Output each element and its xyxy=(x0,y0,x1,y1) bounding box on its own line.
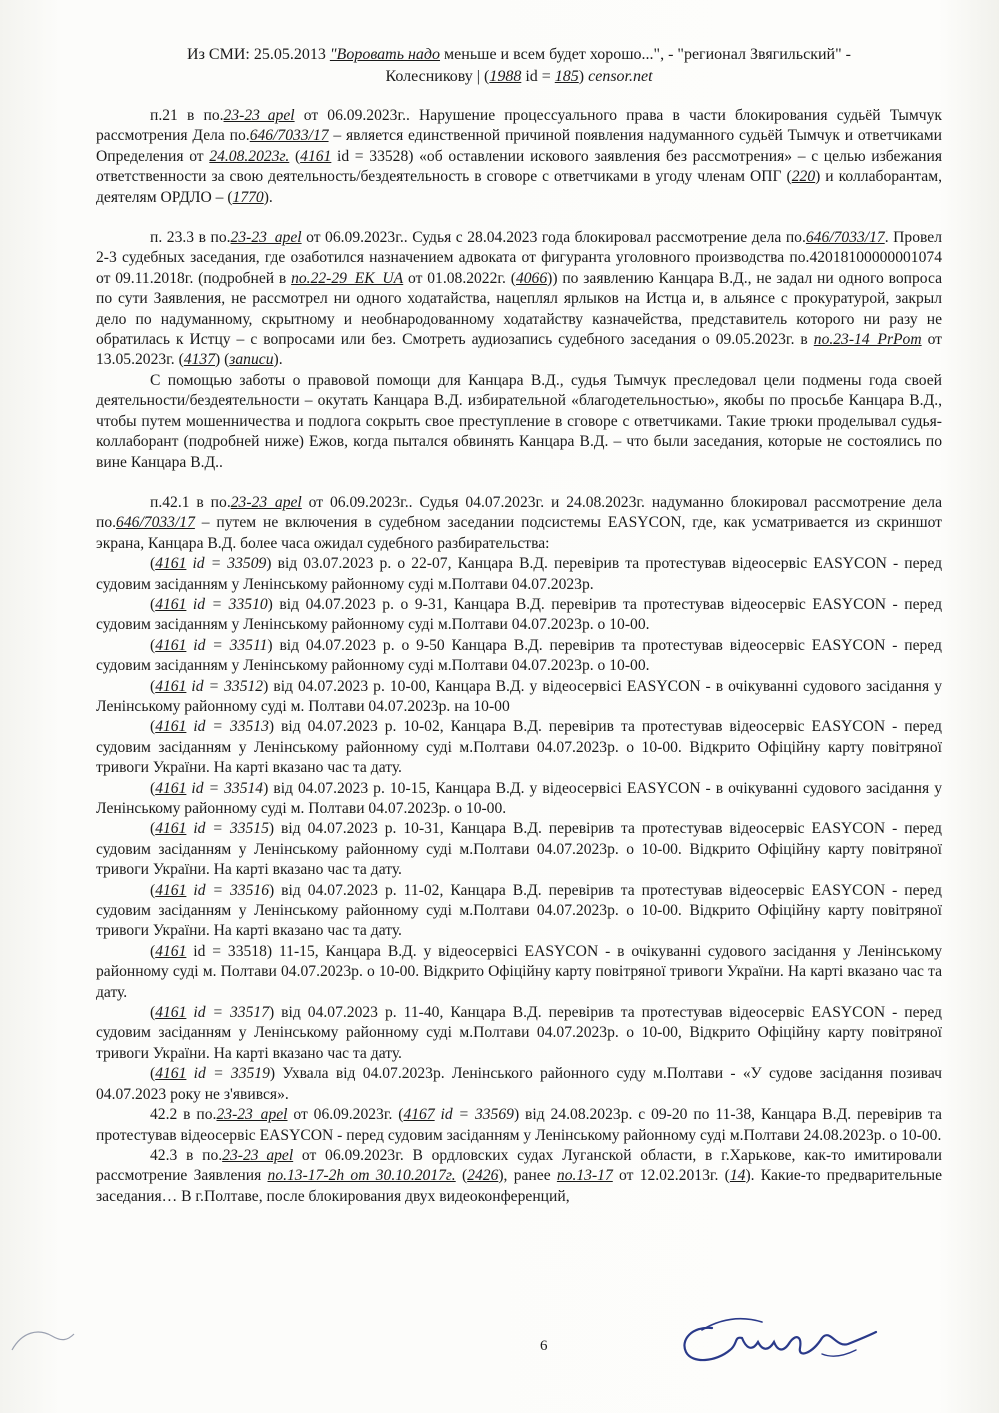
paragraph-text: ( xyxy=(150,881,156,899)
handwritten-signature xyxy=(672,1308,882,1372)
reference-link[interactable]: 4161 xyxy=(155,1065,187,1083)
reference-id: id = 33514 xyxy=(186,779,264,797)
paragraph-text: id = 33518) 11-15, Канцара В.Д. у відеосервісі EASYCON - в очікуванні судового засідання у Ленінському районному суді м. Полтави 04.07.2023р. о 10-00. Відкрито Офіційну карту повітряної тривоги України. На карті вказано час та дату. xyxy=(96,942,942,1001)
paragraph-text: от 06.09.2023г. ( xyxy=(287,1106,404,1124)
paragraph xyxy=(96,677,942,718)
reference-link[interactable]: 24.08.2023г. xyxy=(209,147,290,165)
reference-link[interactable]: 1770 xyxy=(232,188,264,206)
paragraph-text: ( xyxy=(150,1004,156,1022)
reference-link[interactable]: записи xyxy=(229,351,274,369)
reference-id: id = 33519 xyxy=(186,1065,270,1083)
reference-link[interactable]: 4137 xyxy=(183,351,215,369)
paragraph xyxy=(96,493,942,554)
paragraph-text: п.21 в по. xyxy=(150,107,224,124)
paragraph-text: ) від 04.07.2023 р. 10-00, Канцара В.Д. у відеосервісі EASYCON - в очікуванні судового засідання у Ленінському районному суді м. Полтави 04.07.2023р. на 10-00 xyxy=(96,677,942,715)
reference-link[interactable]: 646/7033/17 xyxy=(249,127,329,145)
header-text: ) xyxy=(578,68,589,85)
reference-link[interactable]: 4161 xyxy=(155,942,187,960)
reference-link[interactable]: 23-23_apel xyxy=(222,1146,294,1164)
reference-link[interactable]: 4161 xyxy=(155,881,187,899)
paragraph-text: ). xyxy=(263,188,273,206)
header-text: id = xyxy=(521,68,555,85)
reference-link[interactable]: 646/7033/17 xyxy=(805,229,885,247)
paragraph-text: от 06.09.2023г.. Судья 04.07.2023г. и 24.08.2023г. надуманно блокировал рассмотрение дела по. xyxy=(96,493,943,532)
paragraph xyxy=(96,371,942,473)
reference-link[interactable]: по.13-17-2h от 30.10.2017г. xyxy=(267,1167,456,1185)
paragraph-text: ( xyxy=(150,1065,156,1083)
reference-link[interactable]: по.23-14_PrPom xyxy=(813,331,922,349)
paragraph-text: )) по заявлению Канцара В.Д., не задал ни одного вопроса по сути Заявления, не рассмотрел ни одного ходатайства, нацеплял ярлыков на Истца и, в альянсе с прокуратурой, закрыл дело по надуманному, скрытному и необнародованному ходатайству казначейства, представитель которого ни разу не обратилась к Истцу – с вопросами или без. Смотреть аудиозапись судебного заседания о 09.05.2023г. в xyxy=(96,269,942,349)
paragraph-text: от 06.09.2023г.. Нарушение процессуального права в части блокирования судьёй Тымчук рассмотрения Дела по. xyxy=(96,107,942,145)
reference-link[interactable]: 4161 xyxy=(155,779,187,797)
margin-scribble xyxy=(8,1320,78,1360)
paragraph-text: ( xyxy=(150,820,156,838)
paragraph-text: ) від 04.07.2023 р. о 9-50 Канцара В.Д. перевірив та протестував відеосервіс EASYCON - перед судовим засіданням у Ленінському районному суді м.Полтави 04.07.2023р. о 10-00. xyxy=(96,636,942,675)
paragraph-text: ) від 04.07.2023 р. 10-15, Канцара В.Д. у відеосервісі EASYCON - в очікуванні судового засідання у Ленінському районному суді м. Полтави 04.07.2023р. о 10-00. xyxy=(96,779,942,817)
reference-link[interactable]: 23-23_apel xyxy=(223,107,295,124)
header-text: меньше и всем будет хорошо...", - "регионал Звягильский" - xyxy=(440,46,851,63)
paragraph-text: от 01.08.2022г. ( xyxy=(403,269,516,287)
reference-link[interactable]: 4161 xyxy=(155,718,187,736)
paragraph-text: ( xyxy=(455,1167,468,1185)
reference-link[interactable]: 4161 xyxy=(155,820,187,838)
paragraph-text: ) від 04.07.2023 р. 11-40, Канцара В.Д. перевірив та протестував відеосервіс EASYCON - перед судовим засіданням у Ленінському районному суді м.Полтави 04.07.2023р. о 10-00, Відкрито Офіційну карту повітряної тривоги України. На карті вказано час та дату. xyxy=(96,1004,942,1062)
paragraph-text: ( xyxy=(150,718,156,736)
paragraph-text: ), ранее xyxy=(498,1167,557,1185)
paragraph xyxy=(96,554,942,595)
reference-link[interactable]: 4161 xyxy=(155,555,187,573)
paragraph-text: ) від 04.07.2023 р. 10-02, Канцара В.Д. перевірив та протестував відеосервіс EASYCON - перед судовим засіданням у Ленінському районному суді м.Полтави 04.07.2023р. о 10-00. Відкрито Офіційну карту повітряної тривоги України. На карті вказано час та дату. xyxy=(96,718,942,777)
reference-link[interactable]: по.22-29_ЕК_UA xyxy=(291,269,404,287)
paragraph xyxy=(96,595,942,636)
paragraph xyxy=(96,1003,942,1064)
reference-link[interactable]: 23-23_apel xyxy=(216,1106,288,1124)
paragraph-text: 42.2 в по. xyxy=(150,1106,217,1124)
paragraph-text: ) від 04.07.2023 р. 10-31, Канцара В.Д. перевірив та протестував відеосервіс EASYCON - перед судовим засіданням у Ленінському районному суді м.Полтави 04.07.2023р. о 10-00. Відкрито Офіційну карту повітряної тривоги України. На карті вказано час та дату. xyxy=(96,820,942,879)
paragraph xyxy=(96,881,942,942)
paragraph-text: id = 33528) «об оставлении искового заявления без рассмотрения» – с целью избежания ответственности за свою деятельность/бездеятельность в сговоре с ответчиками в угоду членам ОПГ ( xyxy=(96,147,943,186)
page-number: 6 xyxy=(540,1338,548,1354)
paragraph-text: ( xyxy=(150,677,156,695)
paragraph xyxy=(96,1105,942,1146)
reference-link[interactable]: по.13-17 xyxy=(556,1167,613,1185)
paragraph-text: ). xyxy=(273,351,283,369)
reference-link[interactable]: 2426 xyxy=(467,1167,499,1185)
paragraph-text: от 13.05.2023г. ( xyxy=(96,331,942,369)
reference-id: id = 33509 xyxy=(186,555,267,573)
paragraph-text: ) від 03.07.2023 р. о 22-07, Канцара В.Д. перевірив та протестував відеосервіс EASYCON - перед судовим засіданням у Ленінському районному суді м.Полтави 04.07.2023р. xyxy=(96,555,943,593)
paragraph-text: – является единственной причиной появления надуманного судьёй Тымчук и ответчиками Определения от xyxy=(96,127,942,165)
reference-link[interactable]: 4066 xyxy=(515,269,548,287)
reference-id: id = 33512 xyxy=(186,677,264,695)
reference-link[interactable]: 4161 xyxy=(155,595,187,613)
paragraph-text: ( xyxy=(150,942,156,960)
page-header xyxy=(96,44,942,88)
paragraph-text: ) ( xyxy=(215,351,230,369)
header-ref-link[interactable]: 1988 xyxy=(489,68,522,85)
reference-link[interactable]: 4161 xyxy=(300,147,332,165)
paragraph xyxy=(96,779,942,820)
reference-id: id = 33513 xyxy=(186,718,269,736)
reference-id: id = 33517 xyxy=(186,1004,269,1022)
paragraph xyxy=(96,1146,942,1207)
header-site-name: censor.net xyxy=(588,68,653,85)
reference-id: id = 33516 xyxy=(186,881,269,899)
header-line-2 xyxy=(96,66,942,88)
reference-link[interactable]: 4161 xyxy=(155,677,187,695)
reference-id: id = 33569 xyxy=(434,1106,514,1124)
reference-link[interactable]: 23-23_apel xyxy=(230,493,302,511)
reference-link[interactable]: 4167 xyxy=(403,1106,435,1124)
paragraph-list xyxy=(96,106,942,1207)
paragraph xyxy=(96,106,942,208)
header-line-1 xyxy=(96,44,942,66)
reference-id: id = 33515 xyxy=(186,820,269,838)
paragraph xyxy=(96,819,942,880)
reference-link[interactable]: 646/7033/17 xyxy=(116,514,195,532)
paragraph-text: ) и коллаборантам, деятелям ОРДЛО – ( xyxy=(96,168,942,206)
reference-link[interactable]: 23-23_apel xyxy=(230,229,302,247)
reference-link[interactable]: 4161 xyxy=(155,636,187,654)
paragraph xyxy=(96,636,942,677)
document-body xyxy=(96,44,942,1207)
paragraph xyxy=(96,717,942,778)
paragraph-text: ) від 24.08.2023р. с 09-20 по 11-38, Канцара В.Д. перевірив та протестував відеосервіс EASYCON - перед судовим засіданням у Ленінському районному суді м.Полтави 24.08.2023р. о 10-00. xyxy=(96,1106,942,1144)
reference-link[interactable]: 14 xyxy=(729,1167,746,1185)
paragraph-text: ( xyxy=(289,147,301,165)
paragraph-text: от 12.02.2013г. ( xyxy=(612,1167,730,1185)
header-quote-link[interactable]: "Воровать надо xyxy=(329,46,441,63)
paragraph-text: ). Какие-то предварительные заседания… В г.Полтаве, после блокирования двух видеоконференций, xyxy=(96,1167,943,1205)
paragraph-text: ( xyxy=(150,555,156,573)
paragraph xyxy=(96,942,942,1003)
reference-id: id = 33510 xyxy=(186,595,268,613)
paragraph-text: от 06.09.2023г.. Судья с 28.04.2023 года блокировал рассмотрение дела по. xyxy=(301,229,806,247)
header-ref-link[interactable]: 185 xyxy=(554,68,579,85)
paragraph-text: ( xyxy=(150,779,156,797)
paragraph-text: ( xyxy=(150,595,156,613)
reference-link[interactable]: 220 xyxy=(791,168,816,186)
header-text: Из СМИ: 25.05.2013 xyxy=(187,46,330,63)
reference-id: id = 33511 xyxy=(186,636,268,654)
reference-link[interactable]: 4161 xyxy=(155,1004,187,1022)
paragraph-text: ( xyxy=(150,636,156,654)
paragraph-text: – путем не включения в судебном заседании подсистемы EASYCON, где, как усматривается из скриншот экрана, Канцара В.Д. более часа ожидал судебного разбирательства: xyxy=(96,514,942,552)
paragraph-text: ) Ухвала від 04.07.2023р. Ленінського районного суду м.Полтави - «У судове засідання позивач 04.07.2023 року не з'явився». xyxy=(96,1065,942,1103)
paragraph-text: от 06.09.2023г. В ордловских судах Луганской области, в г.Харькове, как-то имитировали рассмотрение Заявления xyxy=(96,1146,942,1185)
paragraph-text: С помощью заботы о правовой помощи для Канцара В.Д., судья Тымчук преследовал цели подмены года своей деятельности/бездеятельности – окутать Канцара В.Д. избирательной «благодетельностью», якобы по просьбе Канцара В.Д., чтобы путем мошенничества и подлога сокрыть свое преступление в сговоре с ответчиками. Такие трюки проделывал судья-коллаборант (подробней ниже) Ежов, когда пытался обвинять Канцара В.Д. – что были заседания, которые не состоялись по вине Канцара В.Д.. xyxy=(96,371,942,471)
paragraph-text: ) від 04.07.2023 р. о 9-31, Канцара В.Д. перевірив та протестував відеосервіс EASYCON - перед судовим засіданням у Ленінському районному суді м.Полтави 04.07.2023р. о 10-00. xyxy=(96,595,943,634)
paragraph xyxy=(96,1064,942,1105)
header-text: Колесникову | ( xyxy=(385,68,490,85)
paragraph-text: п. 23.3 в по. xyxy=(150,229,231,247)
paragraph-text: п.42.1 в по. xyxy=(150,493,231,511)
paragraph-text: 42.3 в по. xyxy=(150,1146,223,1164)
paragraph-text: ) від 04.07.2023 р. 11-02, Канцара В.Д. перевірив та протестував відеосервіс EASYCON - перед судовим засіданням у Ленінському районному суді м.Полтави 04.07.2023р. о 10-00. Відкрито Офіційну карту повітряної тривоги України. На карті вказано час та дату. xyxy=(96,881,942,940)
paragraph-text: . Провел 2-3 судебных заседания, где озаботился назначением адвоката от фигуранта уголовного производства по.42018100000001074 от 09.11.2018г. (подробней в xyxy=(96,229,942,287)
paragraph xyxy=(96,228,942,371)
